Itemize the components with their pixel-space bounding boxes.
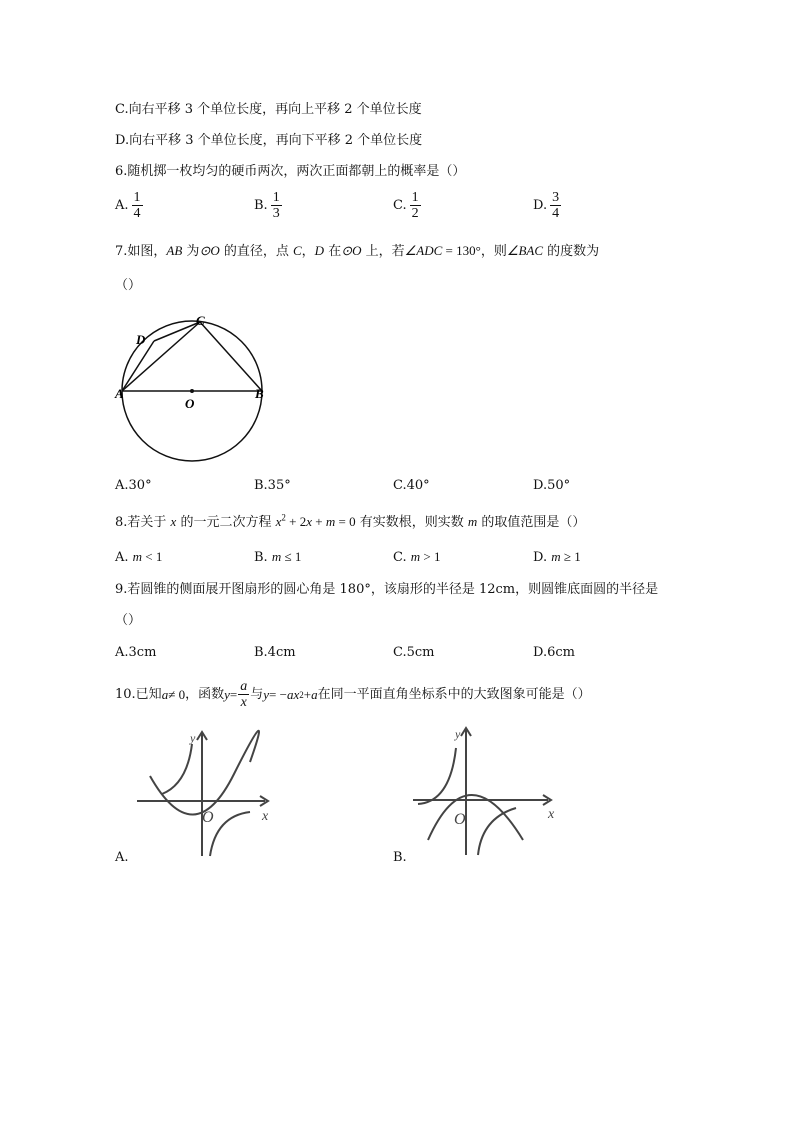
q8-stem: 8.若关于 x 的一元二次方程 $x^2 + 2x + m = 0$ 有实数根，则实数 m 的取值范围是（）	[115, 512, 586, 530]
label-d: D	[136, 332, 146, 347]
q9-option-a: A.3cm	[115, 645, 157, 660]
q6-option-b: B. $\frac{1}{3}$	[254, 190, 280, 221]
q9-option-b: B.4cm	[254, 645, 296, 660]
q10-graph-b-label: B.	[393, 850, 407, 865]
q5-option-c: C.向右平移 3 个单位长度，再向上平移 2 个单位长度	[115, 102, 422, 117]
q8-option-a: A. m < 1	[115, 549, 163, 565]
label-b: B	[255, 386, 264, 401]
q10-graph-a-label: A.	[115, 850, 129, 865]
q10-stem: 10.已知 a ≠ 0 ，函数 y = $\frac{a}{x}$ 与 y = − ax 2 + a 在同一平面直角坐标系中的大致图象可能是（）	[115, 679, 591, 710]
q8-option-c: C. m > 1	[393, 549, 441, 565]
label-c: C	[196, 313, 205, 328]
chord-ac	[122, 322, 200, 391]
x-label: x	[548, 807, 555, 822]
q8-option-b: B. m ≤ 1	[254, 549, 302, 565]
q6-option-d: D. $\frac{3}{4}$	[533, 190, 560, 221]
origin-label: O	[202, 809, 214, 826]
q9-paren: （）	[115, 613, 142, 628]
center-dot	[190, 389, 194, 393]
q9-option-c: C.5cm	[393, 645, 435, 660]
fraction-a-over-x: $\frac{a}{x}$	[240, 679, 248, 710]
fraction: $\frac{1}{2}$	[411, 190, 419, 221]
label-o: O	[185, 396, 195, 411]
q7-stem: 7.如图，AB 为⊙O 的直径，点 C，D 在⊙O 上，若∠ADC = 130°，则∠BAC 的度数为	[115, 243, 600, 259]
q7-option-a: A.30°	[115, 478, 152, 493]
origin-label: O	[454, 811, 466, 828]
y-label: y	[190, 731, 196, 745]
fraction: $\frac{1}{3}$	[272, 190, 280, 221]
y-label: y	[455, 727, 461, 741]
x-label: x	[262, 809, 269, 824]
q8-option-d: D. m ≥ 1	[533, 549, 581, 565]
q6-stem: 6.随机掷一枚均匀的硬币两次，两次正面都朝上的概率是（）	[115, 164, 466, 179]
q6-option-c: C. $\frac{1}{2}$	[393, 190, 419, 221]
q6-option-a: A. $\frac{1}{4}$	[115, 190, 141, 221]
fraction: $\frac{3}{4}$	[552, 190, 560, 221]
q5-option-d: D.向右平移 3 个单位长度，再向下平移 2 个单位长度	[115, 133, 423, 148]
fraction: $\frac{1}{4}$	[133, 190, 141, 221]
q7-option-b: B.35°	[254, 478, 291, 493]
q7-circle-figure	[112, 310, 277, 462]
q10-graph-b	[408, 720, 563, 860]
hyperbola-branch-upper	[162, 744, 192, 794]
hyperbola-branch-lower	[210, 812, 250, 856]
parabola-opening-down	[428, 795, 523, 840]
hyperbola-branch-lower	[478, 808, 516, 855]
q7-option-d: D.50°	[533, 478, 571, 493]
q7-paren: （）	[115, 278, 142, 293]
q9-stem: 9.若圆锥的侧面展开图扇形的圆心角是 180°，该扇形的半径是 12cm，则圆锥底面圆的半径是	[115, 582, 659, 597]
q10-graph-a	[132, 724, 282, 864]
label-a: A	[115, 386, 124, 401]
chord-dc	[154, 322, 200, 341]
hyperbola-branch-upper	[418, 748, 456, 804]
q7-option-c: C.40°	[393, 478, 430, 493]
q9-option-d: D.6cm	[533, 645, 575, 660]
